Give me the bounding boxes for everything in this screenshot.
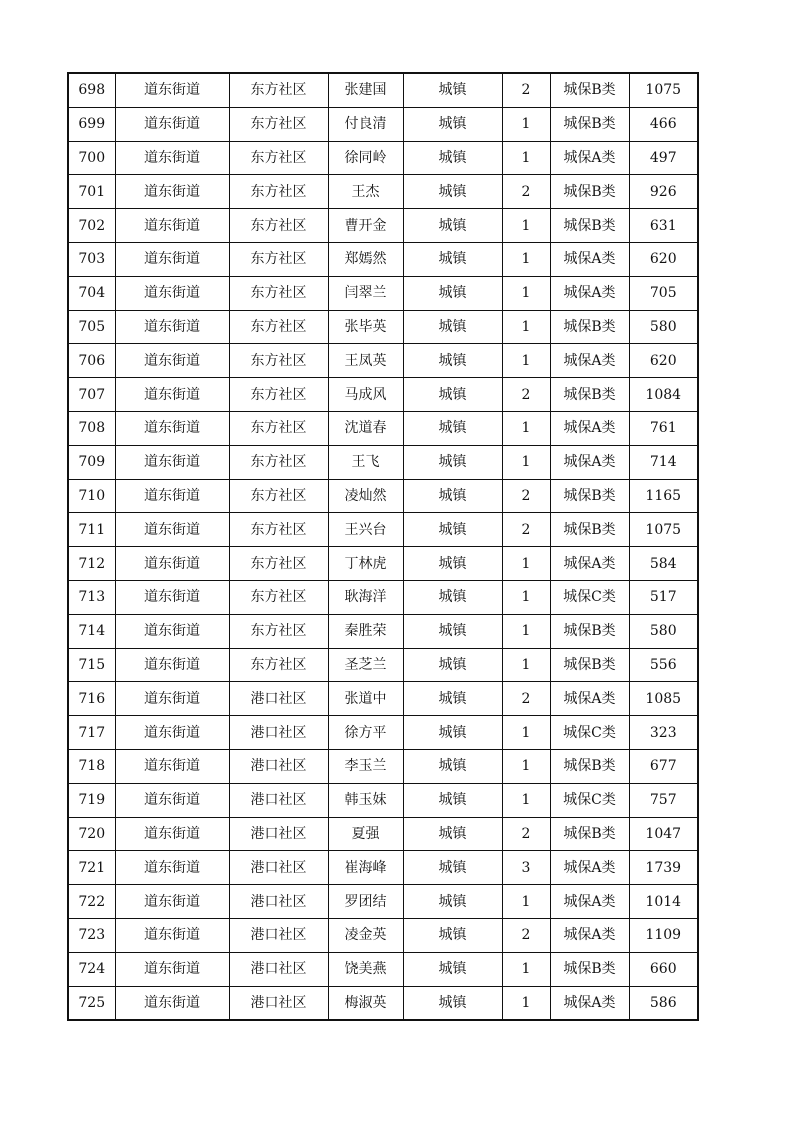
cell-amount: 1085 xyxy=(629,682,698,716)
table-row xyxy=(68,73,698,107)
cell-insurance-category: 城保A类 xyxy=(550,445,629,479)
cell-insurance-category: 城保B类 xyxy=(550,310,629,344)
cell-area-type: 城镇 xyxy=(403,141,502,175)
cell-community: 东方社区 xyxy=(229,107,328,141)
cell-community: 港口社区 xyxy=(229,817,328,851)
cell-community: 东方社区 xyxy=(229,547,328,581)
cell-community: 港口社区 xyxy=(229,851,328,885)
cell-street: 道东街道 xyxy=(115,175,229,209)
cell-area-type: 城镇 xyxy=(403,175,502,209)
cell-row-number: 720 xyxy=(68,817,115,851)
cell-row-number: 705 xyxy=(68,310,115,344)
cell-row-number: 702 xyxy=(68,209,115,243)
roster-table-body xyxy=(68,73,698,1020)
cell-household-count: 1 xyxy=(502,749,550,783)
cell-street: 道东街道 xyxy=(115,107,229,141)
cell-street: 道东街道 xyxy=(115,682,229,716)
cell-community: 港口社区 xyxy=(229,885,328,919)
cell-amount: 757 xyxy=(629,783,698,817)
table-row xyxy=(68,445,698,479)
cell-insurance-category: 城保A类 xyxy=(550,344,629,378)
cell-insurance-category: 城保B类 xyxy=(550,952,629,986)
cell-person-name: 付良清 xyxy=(328,107,403,141)
table-row xyxy=(68,175,698,209)
cell-street: 道东街道 xyxy=(115,141,229,175)
cell-area-type: 城镇 xyxy=(403,783,502,817)
cell-person-name: 夏强 xyxy=(328,817,403,851)
table-row xyxy=(68,580,698,614)
cell-area-type: 城镇 xyxy=(403,952,502,986)
cell-amount: 1075 xyxy=(629,73,698,107)
cell-area-type: 城镇 xyxy=(403,547,502,581)
cell-insurance-category: 城保B类 xyxy=(550,513,629,547)
cell-area-type: 城镇 xyxy=(403,378,502,412)
cell-person-name: 闫翠兰 xyxy=(328,276,403,310)
cell-amount: 714 xyxy=(629,445,698,479)
cell-community: 港口社区 xyxy=(229,749,328,783)
cell-community: 东方社区 xyxy=(229,614,328,648)
cell-person-name: 张建国 xyxy=(328,73,403,107)
table-row xyxy=(68,276,698,310)
cell-row-number: 709 xyxy=(68,445,115,479)
cell-household-count: 2 xyxy=(502,73,550,107)
cell-insurance-category: 城保B类 xyxy=(550,648,629,682)
cell-street: 道东街道 xyxy=(115,445,229,479)
cell-person-name: 圣芝兰 xyxy=(328,648,403,682)
cell-insurance-category: 城保B类 xyxy=(550,175,629,209)
cell-row-number: 719 xyxy=(68,783,115,817)
cell-insurance-category: 城保A类 xyxy=(550,918,629,952)
cell-community: 港口社区 xyxy=(229,952,328,986)
cell-area-type: 城镇 xyxy=(403,310,502,344)
cell-household-count: 1 xyxy=(502,783,550,817)
cell-area-type: 城镇 xyxy=(403,817,502,851)
cell-community: 东方社区 xyxy=(229,175,328,209)
table-row xyxy=(68,107,698,141)
cell-community: 东方社区 xyxy=(229,276,328,310)
cell-row-number: 706 xyxy=(68,344,115,378)
cell-amount: 497 xyxy=(629,141,698,175)
cell-insurance-category: 城保A类 xyxy=(550,885,629,919)
cell-row-number: 710 xyxy=(68,479,115,513)
cell-row-number: 718 xyxy=(68,749,115,783)
cell-street: 道东街道 xyxy=(115,783,229,817)
cell-household-count: 1 xyxy=(502,952,550,986)
cell-row-number: 717 xyxy=(68,716,115,750)
cell-street: 道东街道 xyxy=(115,209,229,243)
cell-community: 东方社区 xyxy=(229,513,328,547)
cell-street: 道东街道 xyxy=(115,242,229,276)
cell-street: 道东街道 xyxy=(115,378,229,412)
cell-row-number: 716 xyxy=(68,682,115,716)
cell-amount: 660 xyxy=(629,952,698,986)
cell-row-number: 698 xyxy=(68,73,115,107)
cell-person-name: 韩玉妹 xyxy=(328,783,403,817)
cell-insurance-category: 城保A类 xyxy=(550,242,629,276)
cell-row-number: 715 xyxy=(68,648,115,682)
cell-area-type: 城镇 xyxy=(403,885,502,919)
cell-insurance-category: 城保B类 xyxy=(550,378,629,412)
cell-person-name: 曹开金 xyxy=(328,209,403,243)
table-row xyxy=(68,783,698,817)
cell-household-count: 1 xyxy=(502,141,550,175)
cell-row-number: 713 xyxy=(68,580,115,614)
cell-street: 道东街道 xyxy=(115,411,229,445)
cell-insurance-category: 城保A类 xyxy=(550,682,629,716)
cell-insurance-category: 城保B类 xyxy=(550,614,629,648)
cell-insurance-category: 城保A类 xyxy=(550,851,629,885)
cell-household-count: 1 xyxy=(502,107,550,141)
cell-amount: 926 xyxy=(629,175,698,209)
cell-street: 道东街道 xyxy=(115,851,229,885)
cell-row-number: 714 xyxy=(68,614,115,648)
cell-household-count: 1 xyxy=(502,614,550,648)
cell-community: 东方社区 xyxy=(229,242,328,276)
cell-street: 道东街道 xyxy=(115,986,229,1020)
cell-street: 道东街道 xyxy=(115,310,229,344)
cell-community: 东方社区 xyxy=(229,344,328,378)
cell-amount: 705 xyxy=(629,276,698,310)
cell-area-type: 城镇 xyxy=(403,513,502,547)
cell-household-count: 2 xyxy=(502,175,550,209)
cell-insurance-category: 城保B类 xyxy=(550,479,629,513)
cell-row-number: 703 xyxy=(68,242,115,276)
cell-person-name: 饶美燕 xyxy=(328,952,403,986)
cell-person-name: 王杰 xyxy=(328,175,403,209)
cell-row-number: 704 xyxy=(68,276,115,310)
cell-insurance-category: 城保A类 xyxy=(550,276,629,310)
cell-household-count: 2 xyxy=(502,479,550,513)
cell-household-count: 3 xyxy=(502,851,550,885)
cell-area-type: 城镇 xyxy=(403,986,502,1020)
cell-insurance-category: 城保C类 xyxy=(550,580,629,614)
cell-amount: 466 xyxy=(629,107,698,141)
cell-person-name: 沈道春 xyxy=(328,411,403,445)
cell-row-number: 699 xyxy=(68,107,115,141)
roster-table xyxy=(67,72,699,1021)
cell-amount: 580 xyxy=(629,614,698,648)
cell-area-type: 城镇 xyxy=(403,716,502,750)
cell-amount: 556 xyxy=(629,648,698,682)
cell-household-count: 1 xyxy=(502,445,550,479)
table-row xyxy=(68,749,698,783)
cell-person-name: 王兴台 xyxy=(328,513,403,547)
table-row xyxy=(68,513,698,547)
cell-person-name: 秦胜荣 xyxy=(328,614,403,648)
cell-household-count: 1 xyxy=(502,648,550,682)
cell-household-count: 2 xyxy=(502,817,550,851)
cell-street: 道东街道 xyxy=(115,885,229,919)
cell-community: 港口社区 xyxy=(229,918,328,952)
cell-street: 道东街道 xyxy=(115,580,229,614)
table-row xyxy=(68,614,698,648)
cell-insurance-category: 城保B类 xyxy=(550,73,629,107)
cell-person-name: 王凤英 xyxy=(328,344,403,378)
table-row xyxy=(68,851,698,885)
cell-community: 东方社区 xyxy=(229,73,328,107)
cell-community: 东方社区 xyxy=(229,648,328,682)
cell-row-number: 712 xyxy=(68,547,115,581)
cell-community: 港口社区 xyxy=(229,682,328,716)
table-row xyxy=(68,648,698,682)
cell-household-count: 1 xyxy=(502,242,550,276)
cell-street: 道东街道 xyxy=(115,276,229,310)
cell-insurance-category: 城保A类 xyxy=(550,986,629,1020)
cell-household-count: 1 xyxy=(502,716,550,750)
cell-area-type: 城镇 xyxy=(403,918,502,952)
cell-area-type: 城镇 xyxy=(403,73,502,107)
cell-amount: 1014 xyxy=(629,885,698,919)
cell-street: 道东街道 xyxy=(115,716,229,750)
cell-person-name: 凌灿然 xyxy=(328,479,403,513)
cell-person-name: 郑嫣然 xyxy=(328,242,403,276)
cell-street: 道东街道 xyxy=(115,817,229,851)
table-row xyxy=(68,682,698,716)
cell-area-type: 城镇 xyxy=(403,344,502,378)
cell-amount: 580 xyxy=(629,310,698,344)
cell-amount: 1075 xyxy=(629,513,698,547)
cell-amount: 323 xyxy=(629,716,698,750)
cell-community: 东方社区 xyxy=(229,141,328,175)
cell-street: 道东街道 xyxy=(115,479,229,513)
cell-row-number: 711 xyxy=(68,513,115,547)
cell-row-number: 724 xyxy=(68,952,115,986)
cell-street: 道东街道 xyxy=(115,648,229,682)
cell-area-type: 城镇 xyxy=(403,276,502,310)
cell-household-count: 1 xyxy=(502,580,550,614)
cell-area-type: 城镇 xyxy=(403,479,502,513)
cell-person-name: 凌金英 xyxy=(328,918,403,952)
table-row xyxy=(68,918,698,952)
cell-insurance-category: 城保C类 xyxy=(550,716,629,750)
cell-community: 东方社区 xyxy=(229,479,328,513)
table-row xyxy=(68,411,698,445)
table-row xyxy=(68,310,698,344)
cell-row-number: 707 xyxy=(68,378,115,412)
cell-area-type: 城镇 xyxy=(403,682,502,716)
cell-household-count: 1 xyxy=(502,547,550,581)
cell-insurance-category: 城保A类 xyxy=(550,547,629,581)
cell-household-count: 1 xyxy=(502,885,550,919)
table-row xyxy=(68,141,698,175)
cell-area-type: 城镇 xyxy=(403,209,502,243)
cell-community: 东方社区 xyxy=(229,310,328,344)
table-row xyxy=(68,817,698,851)
cell-household-count: 2 xyxy=(502,682,550,716)
cell-insurance-category: 城保A类 xyxy=(550,411,629,445)
cell-street: 道东街道 xyxy=(115,749,229,783)
table-row xyxy=(68,885,698,919)
cell-amount: 620 xyxy=(629,344,698,378)
cell-amount: 1165 xyxy=(629,479,698,513)
table-row xyxy=(68,952,698,986)
cell-community: 港口社区 xyxy=(229,986,328,1020)
cell-insurance-category: 城保A类 xyxy=(550,141,629,175)
table-row xyxy=(68,479,698,513)
cell-row-number: 722 xyxy=(68,885,115,919)
cell-person-name: 耿海洋 xyxy=(328,580,403,614)
cell-row-number: 708 xyxy=(68,411,115,445)
cell-amount: 586 xyxy=(629,986,698,1020)
cell-amount: 761 xyxy=(629,411,698,445)
cell-person-name: 梅淑英 xyxy=(328,986,403,1020)
cell-area-type: 城镇 xyxy=(403,851,502,885)
cell-insurance-category: 城保B类 xyxy=(550,749,629,783)
cell-person-name: 罗团结 xyxy=(328,885,403,919)
cell-row-number: 723 xyxy=(68,918,115,952)
cell-community: 东方社区 xyxy=(229,411,328,445)
cell-person-name: 徐方平 xyxy=(328,716,403,750)
cell-area-type: 城镇 xyxy=(403,242,502,276)
cell-community: 东方社区 xyxy=(229,209,328,243)
cell-community: 东方社区 xyxy=(229,445,328,479)
cell-street: 道东街道 xyxy=(115,513,229,547)
cell-household-count: 1 xyxy=(502,209,550,243)
cell-household-count: 1 xyxy=(502,411,550,445)
cell-street: 道东街道 xyxy=(115,73,229,107)
cell-area-type: 城镇 xyxy=(403,445,502,479)
cell-area-type: 城镇 xyxy=(403,107,502,141)
cell-person-name: 徐同岭 xyxy=(328,141,403,175)
cell-person-name: 张毕英 xyxy=(328,310,403,344)
cell-street: 道东街道 xyxy=(115,614,229,648)
cell-household-count: 1 xyxy=(502,344,550,378)
cell-household-count: 1 xyxy=(502,310,550,344)
cell-community: 港口社区 xyxy=(229,783,328,817)
cell-area-type: 城镇 xyxy=(403,648,502,682)
cell-area-type: 城镇 xyxy=(403,580,502,614)
table-row xyxy=(68,242,698,276)
cell-household-count: 2 xyxy=(502,918,550,952)
cell-amount: 584 xyxy=(629,547,698,581)
cell-community: 东方社区 xyxy=(229,580,328,614)
cell-insurance-category: 城保C类 xyxy=(550,783,629,817)
cell-insurance-category: 城保B类 xyxy=(550,209,629,243)
cell-amount: 620 xyxy=(629,242,698,276)
table-row xyxy=(68,547,698,581)
cell-person-name: 丁林虎 xyxy=(328,547,403,581)
table-row xyxy=(68,986,698,1020)
table-row xyxy=(68,378,698,412)
cell-street: 道东街道 xyxy=(115,918,229,952)
cell-person-name: 马成风 xyxy=(328,378,403,412)
cell-person-name: 李玉兰 xyxy=(328,749,403,783)
cell-insurance-category: 城保B类 xyxy=(550,107,629,141)
cell-area-type: 城镇 xyxy=(403,411,502,445)
cell-community: 东方社区 xyxy=(229,378,328,412)
cell-household-count: 2 xyxy=(502,513,550,547)
table-row xyxy=(68,344,698,378)
cell-household-count: 2 xyxy=(502,378,550,412)
cell-person-name: 崔海峰 xyxy=(328,851,403,885)
cell-amount: 1739 xyxy=(629,851,698,885)
cell-row-number: 700 xyxy=(68,141,115,175)
cell-amount: 1084 xyxy=(629,378,698,412)
cell-insurance-category: 城保B类 xyxy=(550,817,629,851)
cell-household-count: 1 xyxy=(502,986,550,1020)
cell-amount: 517 xyxy=(629,580,698,614)
cell-area-type: 城镇 xyxy=(403,749,502,783)
cell-person-name: 王飞 xyxy=(328,445,403,479)
cell-person-name: 张道中 xyxy=(328,682,403,716)
cell-street: 道东街道 xyxy=(115,952,229,986)
cell-street: 道东街道 xyxy=(115,344,229,378)
cell-row-number: 721 xyxy=(68,851,115,885)
cell-community: 港口社区 xyxy=(229,716,328,750)
cell-row-number: 725 xyxy=(68,986,115,1020)
table-row xyxy=(68,209,698,243)
cell-amount: 1047 xyxy=(629,817,698,851)
table-row xyxy=(68,716,698,750)
cell-street: 道东街道 xyxy=(115,547,229,581)
cell-amount: 631 xyxy=(629,209,698,243)
cell-area-type: 城镇 xyxy=(403,614,502,648)
cell-household-count: 1 xyxy=(502,276,550,310)
cell-amount: 1109 xyxy=(629,918,698,952)
cell-amount: 677 xyxy=(629,749,698,783)
cell-row-number: 701 xyxy=(68,175,115,209)
